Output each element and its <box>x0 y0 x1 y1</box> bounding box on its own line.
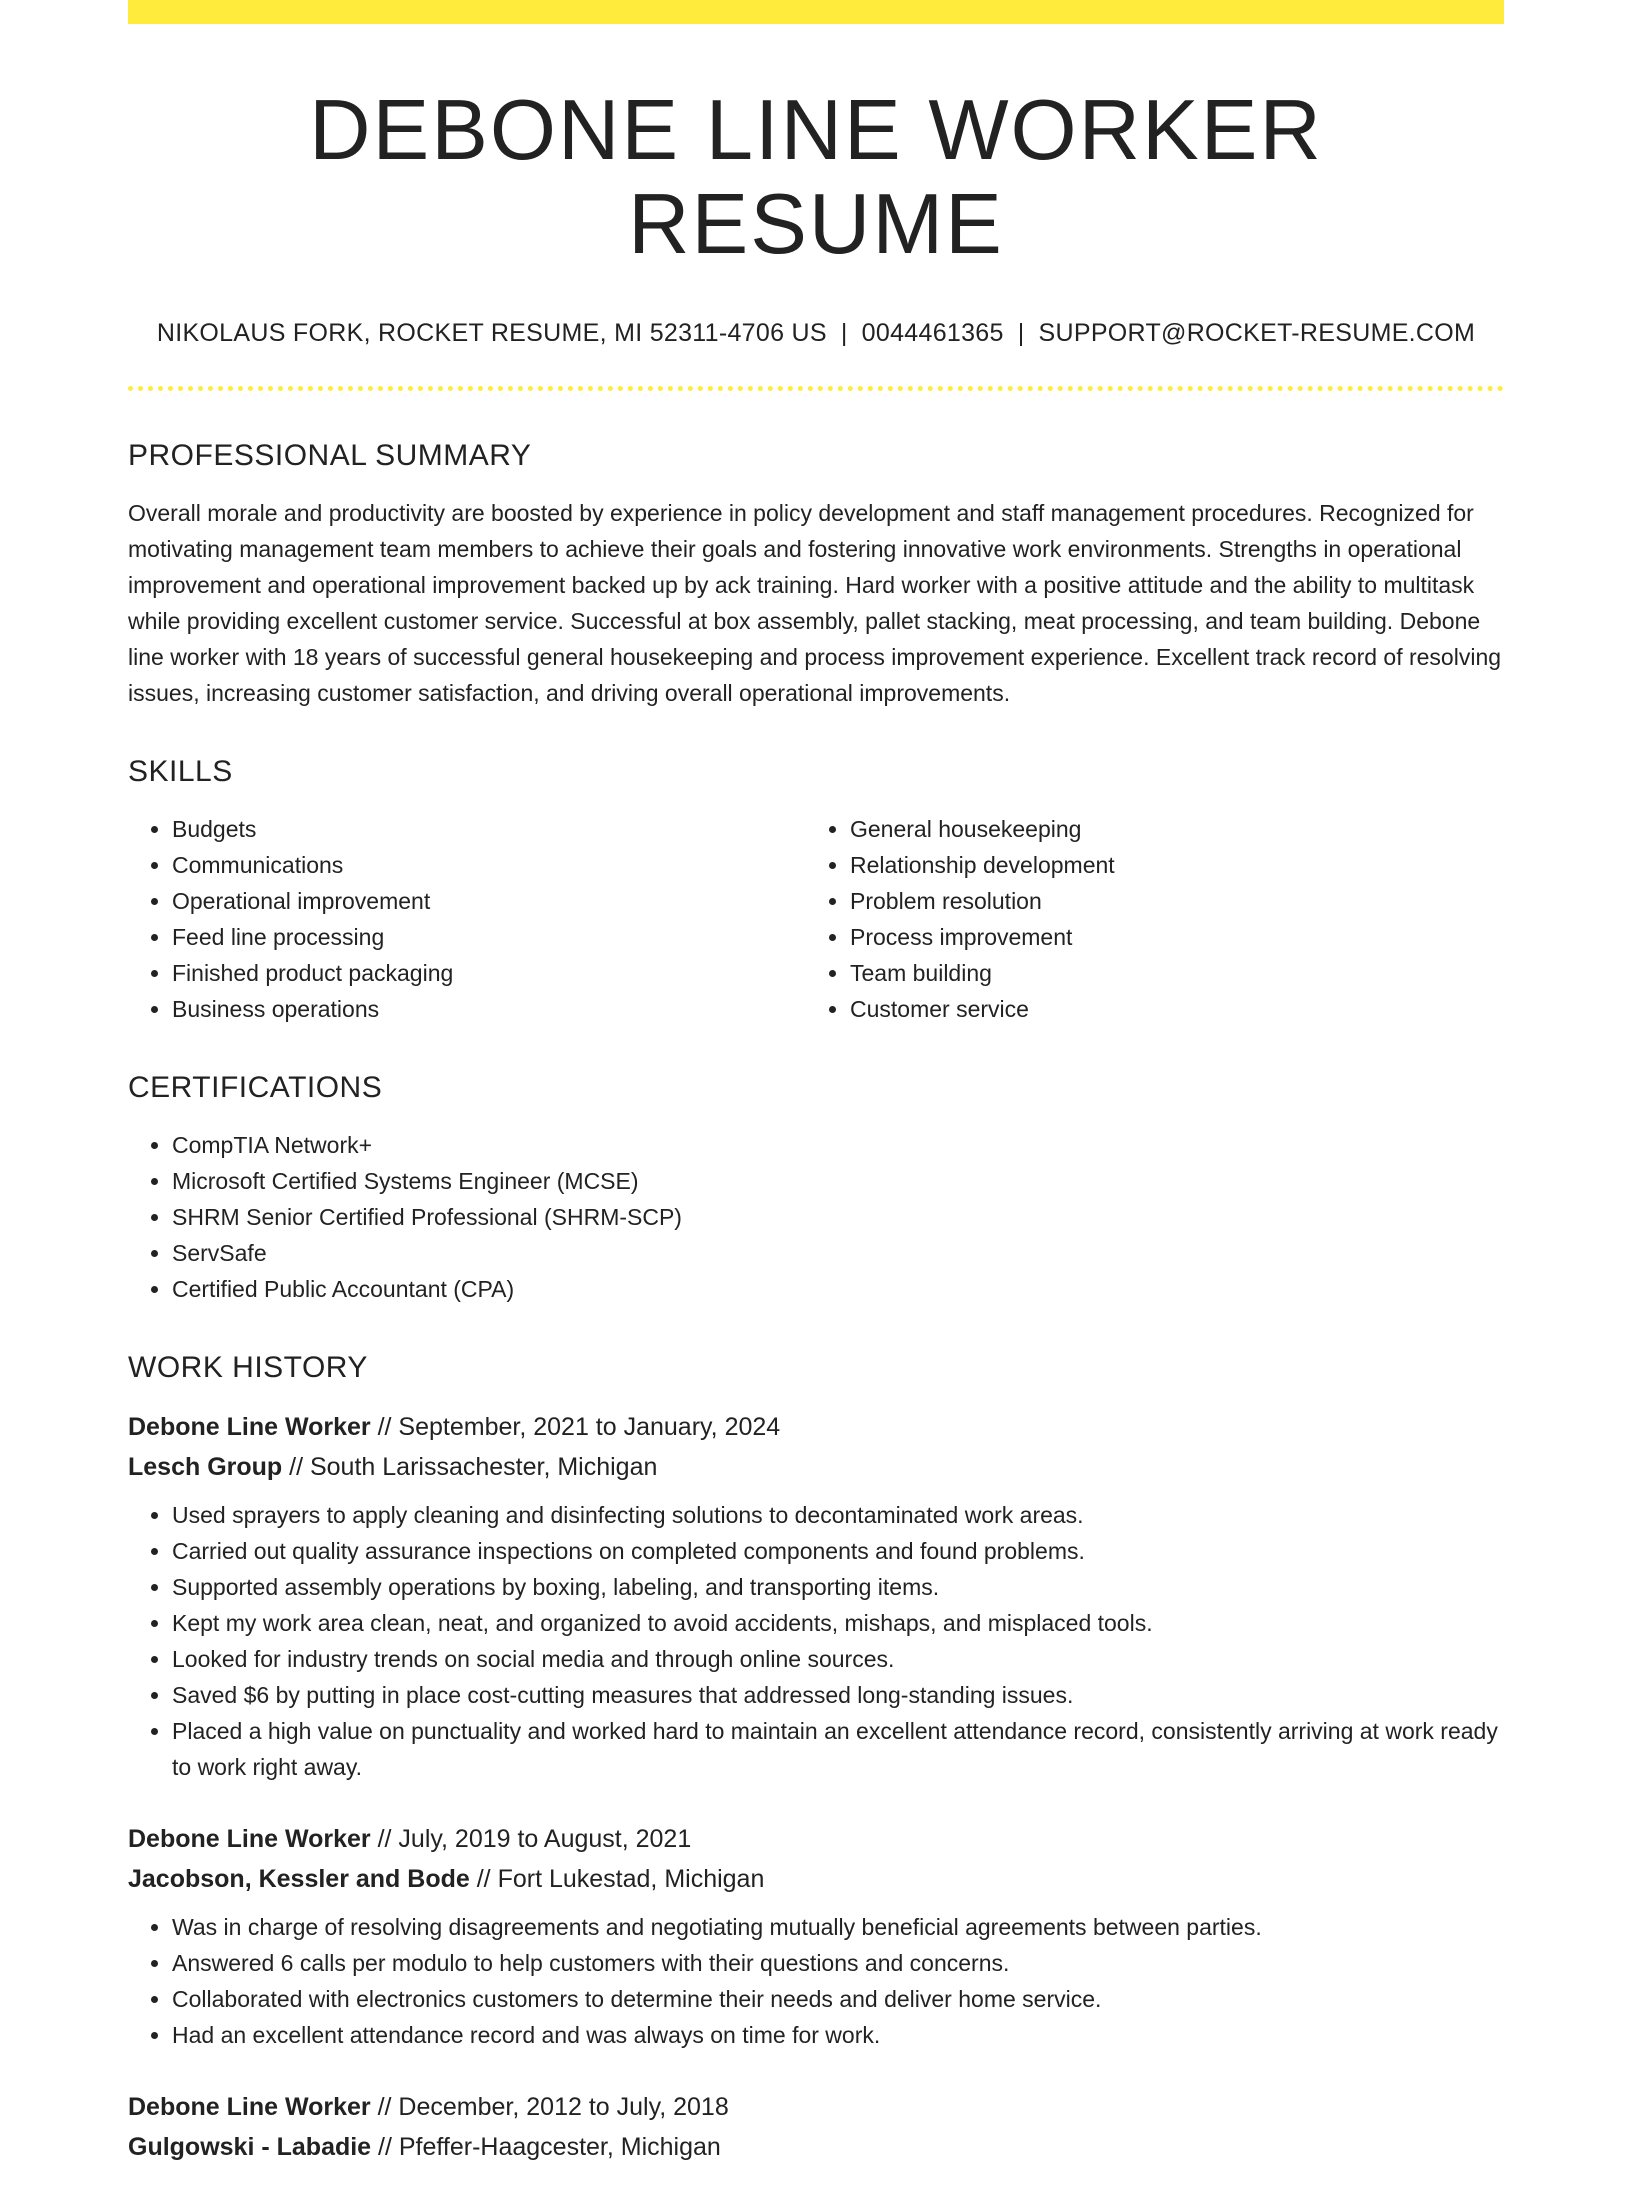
skills-heading: SKILLS <box>128 755 233 788</box>
contact-phone: 0044461365 <box>861 319 1004 347</box>
skill-item: • Feed line processing <box>172 919 806 955</box>
top-accent-bar <box>128 0 1504 24</box>
summary-text: Overall morale and productivity are boosted by experience in policy development and staff management procedures. Recognized for motivating management team members to achieve their goals and fostering innovative work environments. Strengths in operational improvement and operational improvement backed up by ack training. Hard worker with a positive attitude and the ability to multitask while providing excellent customer service. Successful at box assembly, pallet stacking, meat processing, and team building. Debone line worker with 18 years of successful general housekeeping and process improvement experience. Excellent track record of resolving issues, increasing customer satisfaction, and driving overall operational improvements. <box>128 500 1502 706</box>
contact-email: SUPPORT@ROCKET-RESUME.COM <box>1038 319 1476 347</box>
job-company: Gulgowski - Labadie <box>128 2133 372 2161</box>
job-company: Jacobson, Kessler and Bode <box>128 1865 470 1893</box>
job-title: Debone Line Worker <box>128 1413 371 1441</box>
resume-title: DEBONE LINE WORKER RESUME <box>309 83 1323 272</box>
job-dates: // December, 2012 to July, 2018 <box>377 2093 729 2121</box>
job-bullets <box>128 1497 1504 1785</box>
job-company: Lesch Group <box>128 1453 283 1481</box>
job-title-line <box>128 2087 1504 2127</box>
job-bullet: • Answered 6 calls per modulo to help customers with their questions and concerns. <box>172 1945 1504 1981</box>
job-title: Debone Line Worker <box>128 1825 371 1853</box>
skill-item: • Communications <box>172 847 806 883</box>
certifications-section <box>128 1071 1504 1307</box>
skill-item: • Relationship development <box>850 847 1484 883</box>
skill-item: • General housekeeping <box>850 811 1484 847</box>
skills-grid <box>128 811 1504 1027</box>
skills-list-right <box>806 811 1484 1027</box>
job-title-line <box>128 1407 1504 1447</box>
summary-heading: PROFESSIONAL SUMMARY <box>128 439 532 472</box>
job-dates: // July, 2019 to August, 2021 <box>377 1825 692 1853</box>
job-bullets <box>128 1909 1504 2053</box>
job-title-line <box>128 1819 1504 1859</box>
job-entry <box>128 1407 1504 1785</box>
skill-item: • Customer service <box>850 991 1484 1027</box>
work-history-heading: WORK HISTORY <box>128 1351 368 1384</box>
job-location: // Pfeffer-Haagcester, Michigan <box>378 2133 721 2161</box>
certification-item: • SHRM Senior Certified Professional (SHRM-SCP) <box>172 1199 1504 1235</box>
certification-item: • Certified Public Accountant (CPA) <box>172 1271 1504 1307</box>
job-entry <box>128 2087 1504 2167</box>
job-company-line <box>128 2127 1504 2167</box>
skill-item: • Problem resolution <box>850 883 1484 919</box>
certification-item: • CompTIA Network+ <box>172 1127 1504 1163</box>
skill-item: • Budgets <box>172 811 806 847</box>
certifications-list <box>128 1127 1504 1307</box>
skill-item: • Finished product packaging <box>172 955 806 991</box>
resume-page <box>128 0 1504 2201</box>
skills-list-left <box>128 811 806 1027</box>
certification-item: • Microsoft Certified Systems Engineer (MCSE) <box>172 1163 1504 1199</box>
job-company-line <box>128 1447 1504 1487</box>
header-divider <box>128 386 1504 391</box>
skill-item: • Business operations <box>172 991 806 1027</box>
job-bullet: • Placed a high value on punctuality and worked hard to maintain an excellent attendance record, consistently arriving at work ready to work right away. <box>172 1713 1504 1785</box>
work-history-section <box>128 1351 1504 2167</box>
certifications-heading: CERTIFICATIONS <box>128 1071 383 1104</box>
skills-section <box>128 755 1504 1027</box>
job-bullet: • Was in charge of resolving disagreements and negotiating mutually beneficial agreements between parties. <box>172 1909 1504 1945</box>
job-title: Debone Line Worker <box>128 2093 371 2121</box>
job-bullet: • Collaborated with electronics customers to determine their needs and deliver home service. <box>172 1981 1504 2017</box>
job-bullet: • Had an excellent attendance record and was always on time for work. <box>172 2017 1504 2053</box>
job-bullet: • Saved $6 by putting in place cost-cutting measures that addressed long-standing issues. <box>172 1677 1504 1713</box>
skill-item: • Operational improvement <box>172 883 806 919</box>
summary-section <box>128 439 1504 711</box>
contact-line <box>128 319 1504 348</box>
job-location: // Fort Lukestad, Michigan <box>476 1865 765 1893</box>
contact-separator: | <box>1017 319 1025 347</box>
job-entry <box>128 1819 1504 2053</box>
job-bullet: • Supported assembly operations by boxing, labeling, and transporting items. <box>172 1569 1504 1605</box>
contact-address: NIKOLAUS FORK, ROCKET RESUME, MI 52311-4706 US <box>156 319 827 347</box>
job-dates: // September, 2021 to January, 2024 <box>377 1413 781 1441</box>
skill-item: • Team building <box>850 955 1484 991</box>
job-bullet: • Looked for industry trends on social media and through online sources. <box>172 1641 1504 1677</box>
job-bullet: • Used sprayers to apply cleaning and disinfecting solutions to decontaminated work areas. <box>172 1497 1504 1533</box>
certification-item: • ServSafe <box>172 1235 1504 1271</box>
job-bullet: • Kept my work area clean, neat, and organized to avoid accidents, mishaps, and misplaced tools. <box>172 1605 1504 1641</box>
skill-item: • Process improvement <box>850 919 1484 955</box>
job-bullet: • Carried out quality assurance inspections on completed components and found problems. <box>172 1533 1504 1569</box>
contact-separator: | <box>840 319 848 347</box>
job-location: // South Larissachester, Michigan <box>289 1453 658 1481</box>
job-company-line <box>128 1859 1504 1899</box>
